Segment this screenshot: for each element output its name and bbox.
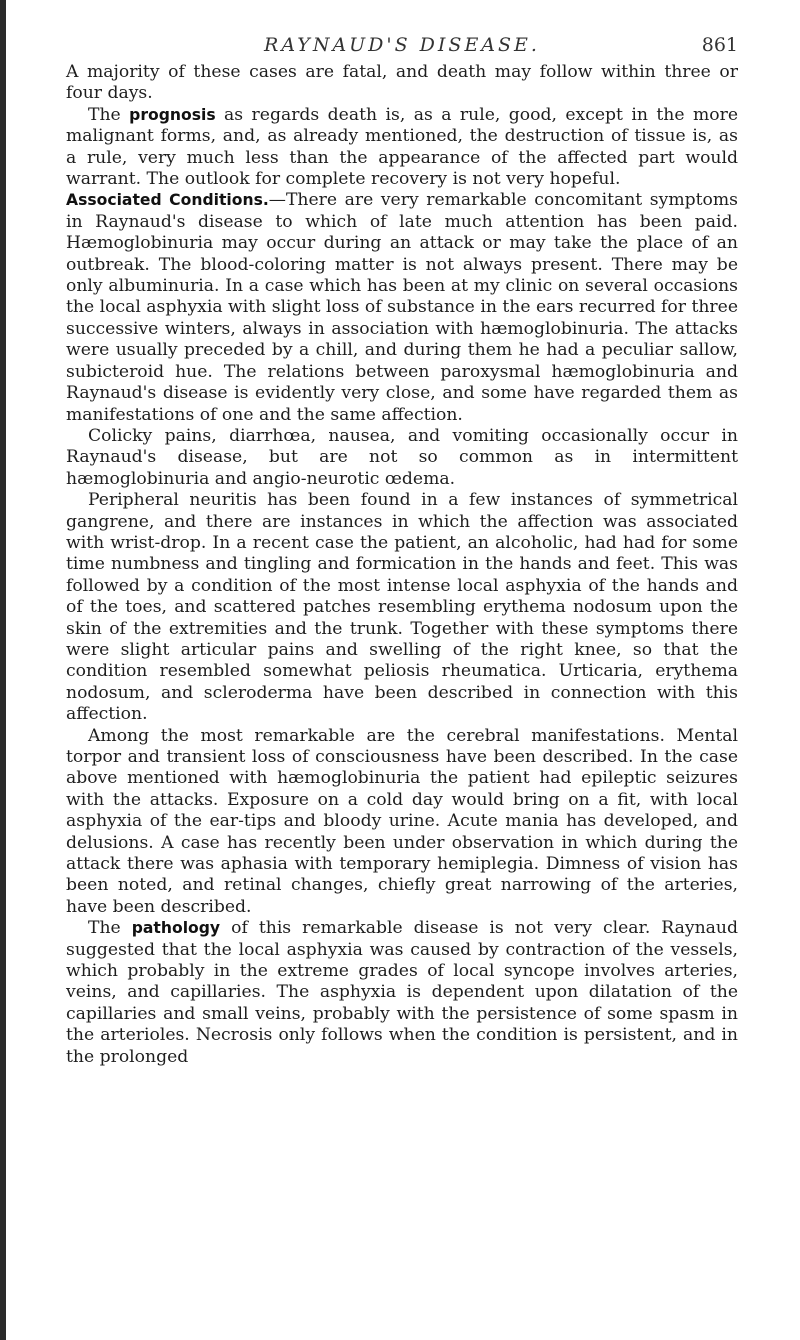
paragraph-colicky-pains: [66, 426, 738, 490]
paragraph-1-text: A majority of these cases are fatal, and death may follow within three or four days.: [66, 62, 738, 104]
paragraph-7-text: of this remarkable disease is not very clear. Raynaud suggested that the local asphyxia was caused by contraction of the vessels, which probably in the extreme grades of local syncope involves arteries, veins, and capillaries. The asphyxia is dependent upon dilatation of the capillaries and small veins, probably with the persistence of some spasm in the arterioles. Necrosis only follows when the condition is persistent, and in the prolonged: [66, 918, 738, 1067]
paragraph-5-text: Peripheral neuritis has been found in a few instances of symmetrical gangrene, and there are instances in which the affection was associated with wrist-drop. In a recent case the patient, an alcoholic, had had for some time numbness and tingling and formication in the hands and feet. This was followed by a condition of the most intense local asphyxia of the hands and of the toes, and scattered patches resembling erythema nodosum upon the skin of the extremities and the trunk. Together with these symptoms there were slight articular pains and swelling of the right knee, so that the condition resembled somewhat peliosis rheumatica. Urticaria, erythema nodosum, and scleroderma have been described in connection with this affection.: [66, 490, 738, 725]
paragraph-prognosis: [66, 105, 738, 191]
page-number: 861: [701, 34, 738, 56]
paragraph-associated-conditions: [66, 190, 738, 425]
keyword-prognosis: prognosis: [129, 105, 216, 124]
keyword-pathology: pathology: [131, 919, 221, 938]
keyword-associated-conditions: Associated Conditions.: [66, 191, 269, 210]
paragraph-3-text: —There are very remarkable concomitant symptoms in Raynaud's disease to which of late much attention has been paid. Hæmoglobinuria may occur during an attack or may take the place of an outbreak. The blood-coloring matter is not always present. There may be only albuminuria. In a case which has been at my clinic on several occasions the local asphyxia with slight loss of substance in the ears recurred for three successive winters, always in association with hæmoglobinuria. The attacks were usually preceded by a chill, and during them he had a peculiar sallow, subicteroid hue. The relations between paroxysmal hæmoglobinuria and Raynaud's disease is evidently very close, and some have regarded them as manifestations of one and the same affection.: [66, 190, 738, 425]
paragraph-7-pre: The: [88, 918, 132, 939]
paragraph-1: [66, 62, 738, 105]
running-title: RAYNAUD'S DISEASE.: [264, 34, 540, 56]
paragraph-2-text: as regards death is, as a rule, good, except in the more malignant forms, and, as already mentioned, the destruction of tissue is, as a rule, very much less than the appearance of the affected part would warrant. The outlook for complete recovery is not very hopeful.: [66, 104, 739, 190]
paragraph-pathology: [66, 918, 738, 1068]
body-text: [66, 62, 738, 1068]
paragraph-4-text: Colicky pains, diarrhœa, nausea, and vomiting occasionally occur in Raynaud's disease, but are not so common as in intermittent hæmoglobinuria and angio-neurotic œdema.: [66, 425, 738, 489]
paragraph-peripheral-neuritis: [66, 490, 738, 725]
paragraph-2-pre: The: [88, 104, 130, 125]
paragraph-6-text: Among the most remarkable are the cerebral manifestations. Mental torpor and transient loss of consciousness have been described. In the case above mentioned with hæmoglobinuria the patient had epileptic seizures with the attacks. Exposure on a cold day would bring on a fit, with local asphyxia of the ear-tips and bloody urine. Acute mania has developed, and delusions. A case has recently been under observation in which during the attack there was aphasia with temporary hemiplegia. Dimness of vision has been noted, and retinal changes, chiefly great narrowing of the arteries, have been described.: [66, 725, 738, 917]
paragraph-cerebral-manifestations: [66, 726, 738, 919]
running-head: [66, 0, 738, 62]
